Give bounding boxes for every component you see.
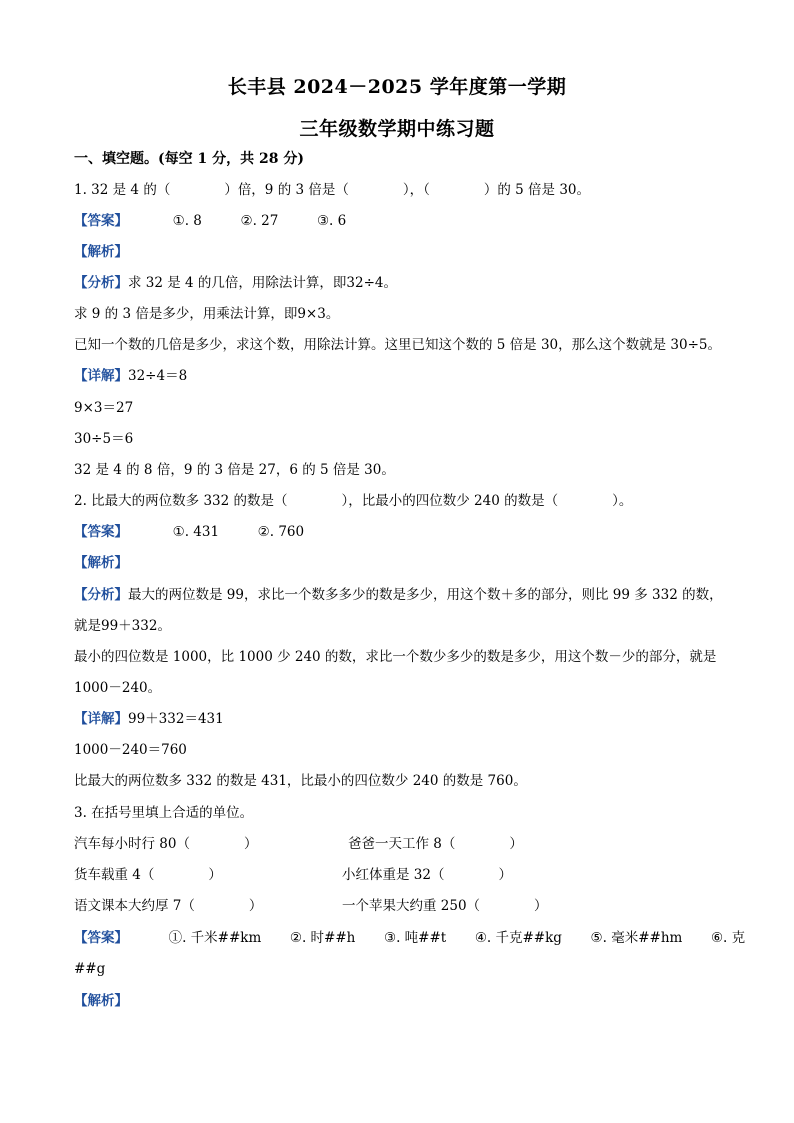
q1-analysis-1 (74, 274, 397, 292)
q2-detail-2: 1000－240＝760 (74, 742, 187, 758)
q1-answer-line (74, 212, 346, 230)
answer-item: ③. 6 (316, 213, 347, 229)
analysis-tag: 【解析】 (74, 244, 128, 260)
question-3: 3. 在括号里填上合适的单位。 (74, 805, 254, 821)
answer-item: ①. 千米##km (168, 930, 262, 946)
analysis-tag: 【解析】 (74, 555, 128, 571)
q2-analysis-2b: 1000－240。 (74, 680, 162, 696)
q1-conclusion: 32 是 4 的 8 倍，9 的 3 倍是 27，6 的 5 倍是 30。 (74, 462, 395, 478)
q3-item: 爸爸一天工作 8（ ） (348, 836, 523, 852)
answer-tag: 【答案】 (74, 524, 128, 540)
section-heading: 一、填空题。(每空 1 分，共 28 分) (74, 151, 304, 167)
fenxi-tag: 【分析】 (74, 587, 128, 603)
detail-tag: 【详解】 (74, 368, 128, 384)
answer-tag: 【答案】 (74, 930, 128, 946)
analysis-tag: 【解析】 (74, 993, 128, 1009)
q1-detail-3: 30÷5＝6 (74, 431, 134, 447)
answer-item: ①. 431 (172, 524, 220, 540)
q1-detail-2: 9×3＝27 (74, 400, 134, 416)
q1-analysis-2: 求 9 的 3 倍是多少，用乘法计算，即9×3。 (74, 306, 340, 322)
answer-item: ①. 8 (172, 213, 202, 229)
answer-item: ②. 时##h (289, 930, 356, 946)
q3-answer-wrap: ##g (74, 961, 106, 977)
q3-item: 语文课本大约厚 7（ ） (74, 898, 263, 914)
q3-item: 货车载重 4（ ） (74, 867, 222, 883)
document-subtitle: 三年级数学期中练习题 (299, 118, 495, 140)
detail-text: 99＋332＝431 (128, 711, 224, 727)
q2-detail-1 (74, 710, 224, 728)
question-1: 1. 32 是 4 的（ ）倍，9 的 3 倍是（ ），（ ）的 5 倍是 30。 (74, 182, 591, 198)
answer-item: ②. 760 (257, 524, 305, 540)
analysis-text: 求 32 是 4 的几倍，用除法计算，即32÷4。 (128, 275, 398, 291)
analysis-text: 最大的两位数是 99，求比一个数多多少的数是多少，用这个数＋多的部分，则比 99 多 332 的数， (128, 587, 723, 603)
q2-conclusion: 比最大的两位数多 332 的数是 431，比最小的四位数少 240 的数是 760。 (74, 773, 527, 789)
q3-answer-line (74, 929, 745, 947)
answer-tag: 【答案】 (74, 213, 128, 229)
q3-item: 一个苹果大约重 250（ ） (342, 898, 548, 914)
detail-tag: 【详解】 (74, 711, 128, 727)
q2-answer-line (74, 523, 304, 541)
answer-item: ⑥. 克 (710, 930, 746, 946)
detail-text: 32÷4＝8 (128, 368, 188, 384)
q1-analysis-3: 已知一个数的几倍是多少，求这个数，用除法计算。这里已知这个数的 5 倍是 30，那么这个数就是 30÷5。 (74, 337, 722, 353)
answer-item: ④. 千克##kg (474, 930, 562, 946)
answer-item: ⑤. 毫米##hm (590, 930, 683, 946)
q3-item: 汽车每小时行 80（ ） (74, 836, 258, 852)
q3-row-3 (74, 897, 724, 915)
fenxi-tag: 【分析】 (74, 275, 128, 291)
q3-item: 小红体重是 32（ ） (342, 867, 512, 883)
answer-item: ③. 吨##t (383, 930, 447, 946)
answer-item: ②. 27 (240, 213, 279, 229)
q2-analysis-2: 最小的四位数是 1000，比 1000 少 240 的数，求比一个数少多少的数是多少，用这个数－少的部分，就是 (74, 649, 717, 665)
q2-analysis-1 (74, 586, 723, 604)
q3-row-1 (74, 835, 724, 853)
q1-detail-1 (74, 367, 187, 385)
document-title: 长丰县 2024－2025 学年度第一学期 (227, 76, 567, 98)
question-2: 2. 比最大的两位数多 332 的数是（ ），比最小的四位数少 240 的数是（ ）。 (74, 493, 633, 509)
q3-row-2 (74, 866, 724, 884)
q2-analysis-1b: 就是99＋332。 (74, 618, 171, 634)
